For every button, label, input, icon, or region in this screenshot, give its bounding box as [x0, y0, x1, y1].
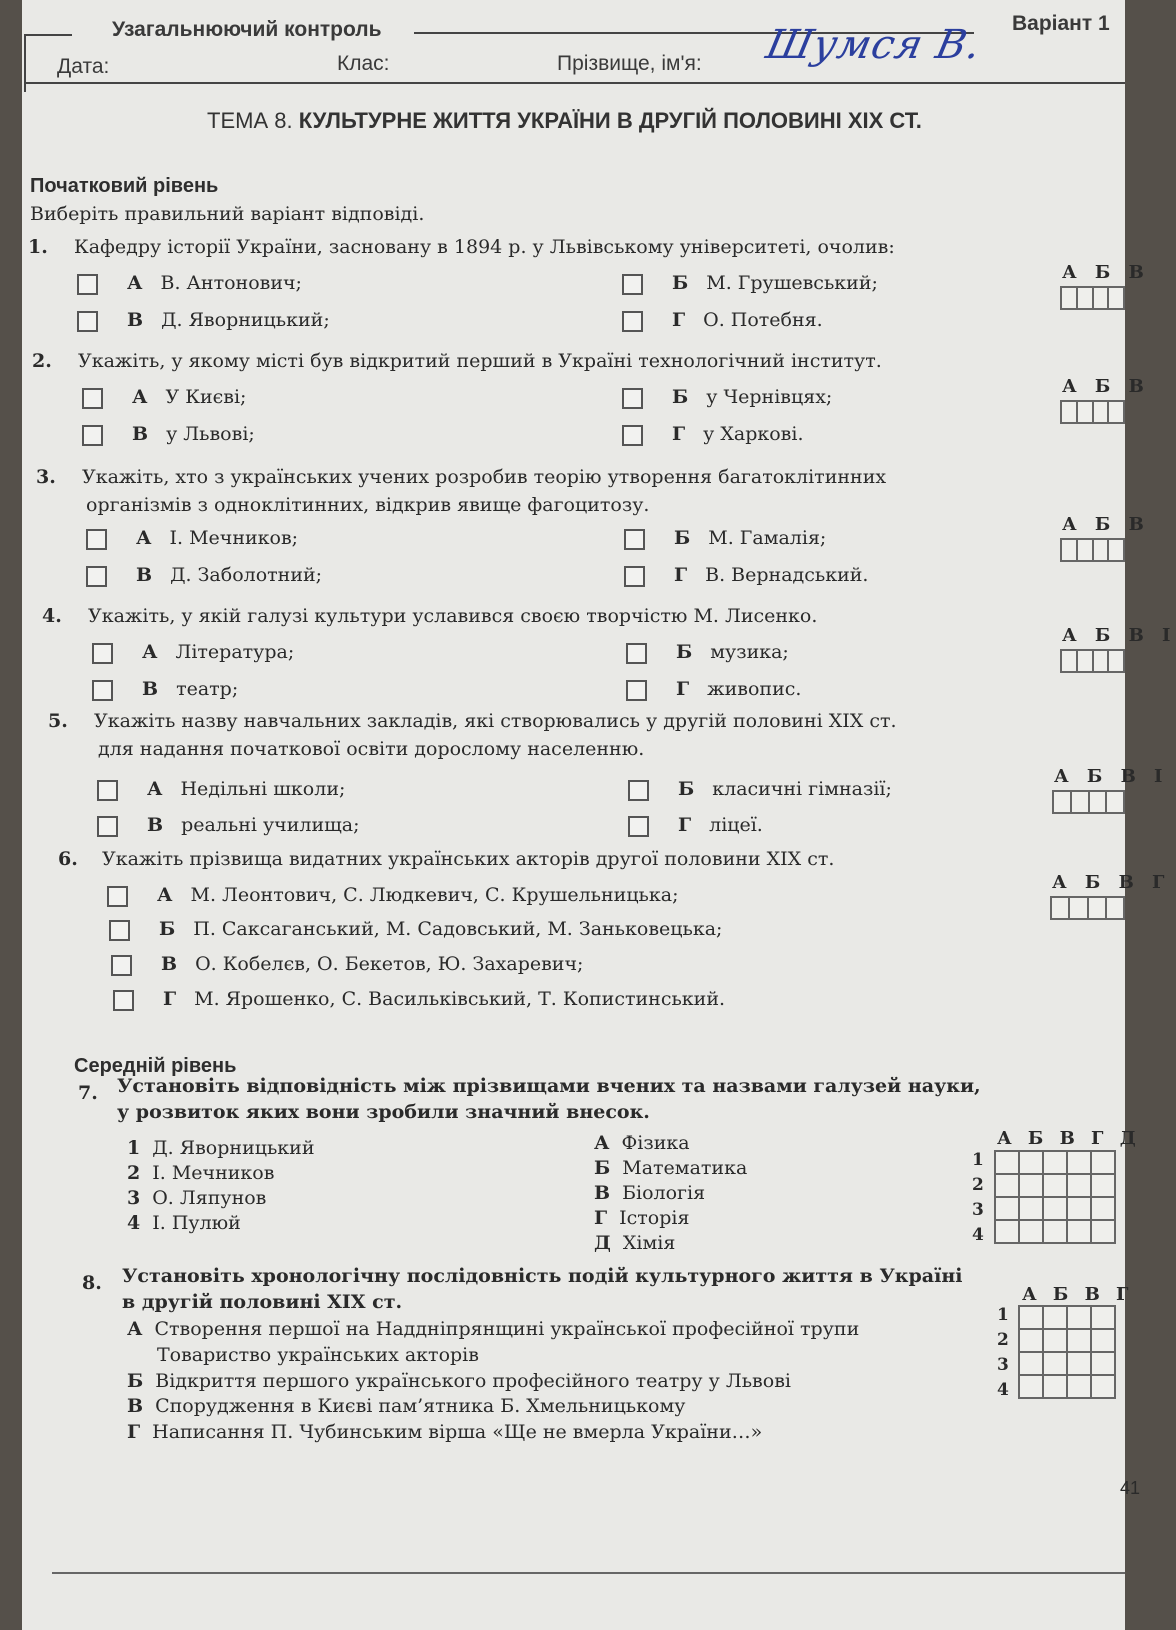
- answer-grid-cell[interactable]: [1061, 401, 1077, 423]
- q8-text-line-2: в другій половині XIX ст.: [122, 1291, 403, 1313]
- answer-grid-cell[interactable]: [1061, 650, 1077, 672]
- page-number: 41: [1120, 1478, 1141, 1498]
- q7-grid-cell[interactable]: [1043, 1174, 1067, 1197]
- answer-option: [136, 527, 298, 549]
- q8-item-letter: Б: [127, 1370, 144, 1392]
- question-text: для надання початкової освіти дорослому населенню.: [98, 738, 645, 760]
- option-text: у Чернівцях;: [706, 386, 833, 408]
- answer-grid-cell[interactable]: [1088, 897, 1106, 919]
- q7-grid-cell[interactable]: [1019, 1197, 1043, 1220]
- answer-checkbox[interactable]: [107, 886, 128, 907]
- option-text: Недільні школи;: [180, 778, 346, 800]
- q8-grid-cell[interactable]: [1067, 1306, 1091, 1329]
- option-letter: В: [127, 309, 144, 331]
- answer-checkbox[interactable]: [92, 643, 113, 664]
- answer-option: [157, 884, 678, 906]
- q7-right-item: [594, 1207, 689, 1229]
- question-text: Укажіть, у якому місті був відкритий перший в Україні технологічний інститут.: [78, 350, 882, 372]
- q8-item-text: Написання П. Чубинським вірша «Ще не вмерла України…»: [152, 1421, 763, 1443]
- answer-grid-letters: А Б В Г: [1052, 872, 1171, 893]
- answer-checkbox[interactable]: [628, 780, 649, 801]
- variant-label: Варіант 1: [1012, 12, 1110, 35]
- q7-grid-cell[interactable]: [995, 1220, 1019, 1243]
- q7-grid-cell[interactable]: [995, 1197, 1019, 1220]
- option-text: у Харкові.: [703, 423, 804, 445]
- option-text: П. Саксаганський, М. Садовський, М. Заньковецька;: [193, 918, 723, 940]
- answer-option: [142, 678, 238, 700]
- q8-item: [127, 1370, 791, 1392]
- answer-grid: [1060, 649, 1125, 673]
- q7-grid-cell[interactable]: [1019, 1174, 1043, 1197]
- q8-grid-cell[interactable]: [1091, 1375, 1115, 1398]
- question-number: 6.: [58, 848, 78, 870]
- answer-grid-letters: А Б В: [1062, 262, 1150, 283]
- q8-grid-cell[interactable]: [1091, 1329, 1115, 1352]
- option-text: класичні гімназії;: [712, 778, 892, 800]
- option-text: живопис.: [707, 678, 802, 700]
- q7-right-letter: Д: [594, 1232, 611, 1254]
- answer-option: [159, 918, 722, 940]
- option-text: О. Потебня.: [703, 309, 823, 331]
- q7-right-text: Хімія: [622, 1232, 676, 1254]
- answer-grid: [1060, 538, 1125, 562]
- option-text: музика;: [710, 641, 789, 663]
- q8-grid-row-number: 1: [997, 1305, 1009, 1325]
- answer-option: [127, 309, 330, 331]
- answer-checkbox[interactable]: [113, 990, 134, 1011]
- q7-text-line-1: Установіть відповідність між прізвищами вчених та назвами галузей науки,: [117, 1075, 981, 1097]
- answer-checkbox[interactable]: [97, 816, 118, 837]
- question-number: 4.: [42, 605, 62, 627]
- answer-option: [147, 778, 345, 800]
- q8-grid-cell[interactable]: [1067, 1352, 1091, 1375]
- question-text: Укажіть назву навчальних закладів, які створювались у другій половині XIX ст.: [94, 710, 897, 732]
- answer-grid-letters: А Б В І: [1062, 625, 1176, 646]
- q7-left-text: І. Пулюй: [152, 1212, 241, 1234]
- answer-grid-cell[interactable]: [1061, 539, 1077, 561]
- answer-grid-cell[interactable]: [1093, 287, 1109, 309]
- q7-number: 7.: [78, 1082, 98, 1104]
- q8-grid-cell[interactable]: [1019, 1375, 1043, 1398]
- answer-checkbox[interactable]: [626, 680, 647, 701]
- q7-grid-cell[interactable]: [1091, 1151, 1115, 1174]
- option-letter: В: [132, 423, 149, 445]
- q7-grid-cell[interactable]: [1019, 1151, 1043, 1174]
- q7-right-text: Математика: [622, 1157, 748, 1179]
- answer-checkbox[interactable]: [82, 388, 103, 409]
- answer-checkbox[interactable]: [622, 311, 643, 332]
- class-label: Клас:: [337, 52, 390, 75]
- question-number: 2.: [32, 350, 52, 372]
- q8-grid-cell[interactable]: [1067, 1375, 1091, 1398]
- q7-left-item: [127, 1212, 241, 1234]
- answer-grid-cell[interactable]: [1093, 650, 1109, 672]
- q7-grid-cell[interactable]: [1019, 1220, 1043, 1243]
- option-letter: А: [142, 641, 158, 663]
- q7-grid-row-number: 2: [972, 1175, 984, 1195]
- answer-option: [672, 309, 823, 331]
- q8-grid-cell[interactable]: [1043, 1375, 1067, 1398]
- option-letter: Г: [672, 309, 686, 331]
- option-text: театр;: [176, 678, 239, 700]
- question-text: Кафедру історії України, засновану в 1894 р. у Львівському університеті, очолив:: [74, 236, 895, 258]
- q8-text-line-1: Установіть хронологічну послідовність подій культурного життя в Україні: [122, 1265, 963, 1287]
- handwritten-name: Шумся В.: [762, 22, 986, 68]
- answer-option: [127, 272, 302, 294]
- q7-left-num: 1: [127, 1137, 141, 1159]
- option-letter: В: [161, 953, 178, 975]
- answer-option: [142, 641, 294, 663]
- q8-item-letter: В: [127, 1395, 144, 1417]
- option-letter: Г: [676, 678, 690, 700]
- q8-item-text: Товариство українських акторів: [157, 1344, 479, 1366]
- question-text: Укажіть, хто з українських учених розробив теорію утворення багатоклітинних: [82, 466, 887, 488]
- q7-grid-cell[interactable]: [1091, 1174, 1115, 1197]
- q7-right-item: [594, 1232, 675, 1254]
- bottom-rule: [52, 1572, 1125, 1574]
- q7-grid-row-number: 1: [972, 1150, 984, 1170]
- theme-prefix: ТЕМА 8.: [207, 108, 293, 133]
- q7-grid-cell[interactable]: [1067, 1197, 1091, 1220]
- answer-grid-cell[interactable]: [1093, 539, 1109, 561]
- q8-grid-row-number: 2: [997, 1330, 1009, 1350]
- option-text: Д. Яворницький;: [161, 309, 330, 331]
- answer-grid-cell[interactable]: [1069, 897, 1087, 919]
- q7-left-num: 2: [127, 1162, 141, 1184]
- answer-grid-cell[interactable]: [1053, 791, 1071, 813]
- answer-grid: [1060, 400, 1125, 424]
- option-letter: А: [136, 527, 152, 549]
- option-letter: Б: [678, 778, 695, 800]
- worksheet-page: [22, 0, 1176, 1630]
- q7-grid-table: [994, 1150, 1116, 1244]
- answer-option: [678, 814, 763, 836]
- answer-grid-cell[interactable]: [1108, 539, 1124, 561]
- q7-right-letter: Г: [594, 1207, 608, 1229]
- answer-grid-cell[interactable]: [1061, 287, 1077, 309]
- answer-option: [674, 564, 868, 586]
- option-letter: Г: [678, 814, 692, 836]
- q7-grid-row-number: 4: [972, 1225, 984, 1245]
- header-title: Узагальнюючий контроль: [112, 18, 382, 41]
- q7-right-letter: А: [594, 1132, 610, 1154]
- option-letter: Б: [672, 386, 689, 408]
- answer-checkbox[interactable]: [111, 955, 132, 976]
- answer-grid-cell[interactable]: [1108, 650, 1124, 672]
- answer-grid-cell[interactable]: [1108, 401, 1124, 423]
- q7-left-item: [127, 1162, 274, 1184]
- answer-grid-cell[interactable]: [1108, 287, 1124, 309]
- q7-grid-cell[interactable]: [1067, 1220, 1091, 1243]
- q8-item-text: Створення першої на Наддніпрянщині української професійної трупи: [154, 1318, 860, 1340]
- q8-item-letter: Г: [127, 1421, 141, 1443]
- q7-right-text: Фізика: [621, 1132, 690, 1154]
- q7-left-text: Д. Яворницький: [152, 1137, 315, 1159]
- q7-right-text: Історія: [619, 1207, 690, 1229]
- option-letter: А: [147, 778, 163, 800]
- answer-grid-cell[interactable]: [1106, 897, 1124, 919]
- theme-title: КУЛЬТУРНЕ ЖИТТЯ УКРАЇНИ В ДРУГІЙ ПОЛОВИНІ XIX СТ.: [298, 108, 922, 133]
- answer-checkbox[interactable]: [622, 425, 643, 446]
- answer-grid-letters: А Б В І: [1054, 766, 1169, 787]
- q8-item: [127, 1395, 685, 1417]
- option-letter: А: [157, 884, 173, 906]
- answer-option: [672, 272, 878, 294]
- q7-grid-cell[interactable]: [1091, 1220, 1115, 1243]
- option-text: Література;: [175, 641, 295, 663]
- q8-item-text: Спорудження в Києві пам’ятника Б. Хмельницькому: [155, 1395, 686, 1417]
- option-letter: Г: [163, 988, 177, 1010]
- question-text: Укажіть, у якій галузі культури уславився своєю творчістю М. Лисенко.: [88, 605, 818, 627]
- q8-item: [127, 1318, 859, 1340]
- answer-option: [674, 527, 826, 549]
- answer-checkbox[interactable]: [86, 566, 107, 587]
- answer-grid-cell[interactable]: [1077, 401, 1093, 423]
- q7-grid-row-number: 3: [972, 1200, 984, 1220]
- answer-checkbox[interactable]: [77, 274, 98, 295]
- option-text: М. Леонтович, С. Людкевич, С. Крушельницька;: [190, 884, 679, 906]
- option-text: М. Гамалія;: [708, 527, 827, 549]
- answer-grid-cell[interactable]: [1051, 897, 1069, 919]
- q8-grid-cell[interactable]: [1019, 1306, 1043, 1329]
- q7-left-item: [127, 1187, 266, 1209]
- answer-grid-cell[interactable]: [1077, 539, 1093, 561]
- answer-grid: [1050, 896, 1125, 920]
- answer-checkbox[interactable]: [82, 425, 103, 446]
- option-letter: А: [127, 272, 143, 294]
- q7-right-item: [594, 1182, 705, 1204]
- q8-number: 8.: [82, 1272, 102, 1294]
- middle-level-heading: Середній рівень: [74, 1055, 237, 1077]
- answer-option: [678, 778, 892, 800]
- answer-grid: [1052, 790, 1125, 814]
- answer-checkbox[interactable]: [628, 816, 649, 837]
- answer-checkbox[interactable]: [109, 920, 130, 941]
- option-letter: Б: [672, 272, 689, 294]
- option-text: реальні училища;: [181, 814, 360, 836]
- q7-left-num: 3: [127, 1187, 141, 1209]
- header-box-bottom: [24, 82, 1125, 84]
- header-box-top-left: [24, 34, 72, 36]
- q8-item-text: Відкриття першого українського професійного театру у Львові: [155, 1370, 791, 1392]
- answer-option: [163, 988, 725, 1010]
- answer-option: [676, 641, 789, 663]
- option-text: у Львові;: [166, 423, 255, 445]
- option-text: О. Кобелєв, О. Бекетов, Ю. Захаревич;: [195, 953, 584, 975]
- q7-right-item: [594, 1157, 747, 1179]
- q8-grid-table: [1018, 1305, 1116, 1399]
- q7-grid-cell[interactable]: [1043, 1197, 1067, 1220]
- q7-grid-cell[interactable]: [1043, 1220, 1067, 1243]
- answer-checkbox[interactable]: [77, 311, 98, 332]
- answer-checkbox[interactable]: [624, 529, 645, 550]
- option-text: І. Мечников;: [169, 527, 299, 549]
- option-text: М. Грушевський;: [706, 272, 878, 294]
- option-text: Д. Заболотний;: [170, 564, 323, 586]
- answer-checkbox[interactable]: [92, 680, 113, 701]
- answer-checkbox[interactable]: [622, 388, 643, 409]
- answer-grid-letters: А Б В: [1062, 376, 1150, 397]
- option-text: В. Антонович;: [160, 272, 302, 294]
- question-text: Укажіть прізвища видатних українських акторів другої половини XIX ст.: [102, 848, 835, 870]
- option-text: В. Вернадський.: [705, 564, 869, 586]
- answer-option: [672, 423, 804, 445]
- answer-option: [672, 386, 832, 408]
- q8-grid-cell[interactable]: [1043, 1329, 1067, 1352]
- q8-item-letter: А: [127, 1318, 143, 1340]
- answer-checkbox[interactable]: [97, 780, 118, 801]
- q7-grid-cell[interactable]: [1043, 1151, 1067, 1174]
- answer-option: [676, 678, 801, 700]
- initial-level-instruction: Виберіть правильний варіант відповіді.: [30, 203, 425, 225]
- question-text: організмів з одноклітинних, відкрив явище фагоцитозу.: [86, 494, 650, 516]
- q7-text-line-2: у розвиток яких вони зробили значний внесок.: [117, 1101, 650, 1123]
- q8-grid-row-number: 4: [997, 1380, 1009, 1400]
- q8-grid-cell[interactable]: [1043, 1306, 1067, 1329]
- answer-option: [132, 423, 255, 445]
- option-letter: Б: [676, 641, 693, 663]
- answer-grid-cell[interactable]: [1089, 791, 1107, 813]
- option-letter: В: [142, 678, 159, 700]
- answer-grid-cell[interactable]: [1077, 287, 1093, 309]
- q8-grid-cell[interactable]: [1067, 1329, 1091, 1352]
- option-letter: Б: [159, 918, 176, 940]
- q7-left-num: 4: [127, 1212, 141, 1234]
- q7-grid-letters: А Б В Г Д: [997, 1128, 1141, 1149]
- q7-left-text: О. Ляпунов: [152, 1187, 267, 1209]
- q7-grid-cell[interactable]: [995, 1151, 1019, 1174]
- answer-option: [161, 953, 583, 975]
- q8-grid-cell[interactable]: [1043, 1352, 1067, 1375]
- option-letter: А: [132, 386, 148, 408]
- option-letter: Б: [674, 527, 691, 549]
- option-letter: В: [147, 814, 164, 836]
- name-label: Прізвище, ім'я:: [557, 52, 702, 75]
- q7-left-text: І. Мечников: [152, 1162, 275, 1184]
- q8-grid-cell[interactable]: [1091, 1352, 1115, 1375]
- option-text: ліцеї.: [709, 814, 763, 836]
- answer-checkbox[interactable]: [626, 643, 647, 664]
- option-letter: Г: [674, 564, 688, 586]
- question-number: 1.: [28, 236, 48, 258]
- q7-right-text: Біологія: [622, 1182, 706, 1204]
- question-number: 5.: [48, 710, 68, 732]
- answer-grid: [1060, 286, 1125, 310]
- q8-grid-cell[interactable]: [1019, 1329, 1043, 1352]
- answer-checkbox[interactable]: [86, 529, 107, 550]
- answer-option: [147, 814, 360, 836]
- q7-grid-cell[interactable]: [995, 1174, 1019, 1197]
- option-letter: В: [136, 564, 153, 586]
- theme-heading: [207, 108, 922, 134]
- answer-option: [132, 386, 246, 408]
- q7-right-letter: Б: [594, 1157, 611, 1179]
- answer-checkbox[interactable]: [624, 566, 645, 587]
- option-text: У Києві;: [165, 386, 247, 408]
- answer-checkbox[interactable]: [622, 274, 643, 295]
- q7-left-item: [127, 1137, 315, 1159]
- q8-item: [127, 1421, 762, 1443]
- option-text: М. Ярошенко, С. Васильківський, Т. Копистинський.: [194, 988, 726, 1010]
- answer-grid-cell[interactable]: [1093, 401, 1109, 423]
- q8-grid-cell[interactable]: [1019, 1352, 1043, 1375]
- initial-level-heading: Початковий рівень: [30, 175, 219, 197]
- q7-right-letter: В: [594, 1182, 611, 1204]
- q8-grid-row-number: 3: [997, 1355, 1009, 1375]
- answer-grid-cell[interactable]: [1071, 791, 1089, 813]
- q7-right-item: [594, 1132, 690, 1154]
- option-letter: Г: [672, 423, 686, 445]
- answer-option: [136, 564, 322, 586]
- date-label: Дата:: [57, 55, 110, 78]
- q7-grid-cell[interactable]: [1067, 1151, 1091, 1174]
- answer-grid-cell[interactable]: [1106, 791, 1124, 813]
- q7-grid-cell[interactable]: [1091, 1197, 1115, 1220]
- answer-grid-letters: А Б В: [1062, 514, 1150, 535]
- question-number: 3.: [36, 466, 56, 488]
- answer-grid-cell[interactable]: [1077, 650, 1093, 672]
- q8-item: [157, 1344, 479, 1366]
- q8-grid-cell[interactable]: [1091, 1306, 1115, 1329]
- q7-grid-cell[interactable]: [1067, 1174, 1091, 1197]
- q8-grid-letters: А Б В Г: [1022, 1284, 1134, 1305]
